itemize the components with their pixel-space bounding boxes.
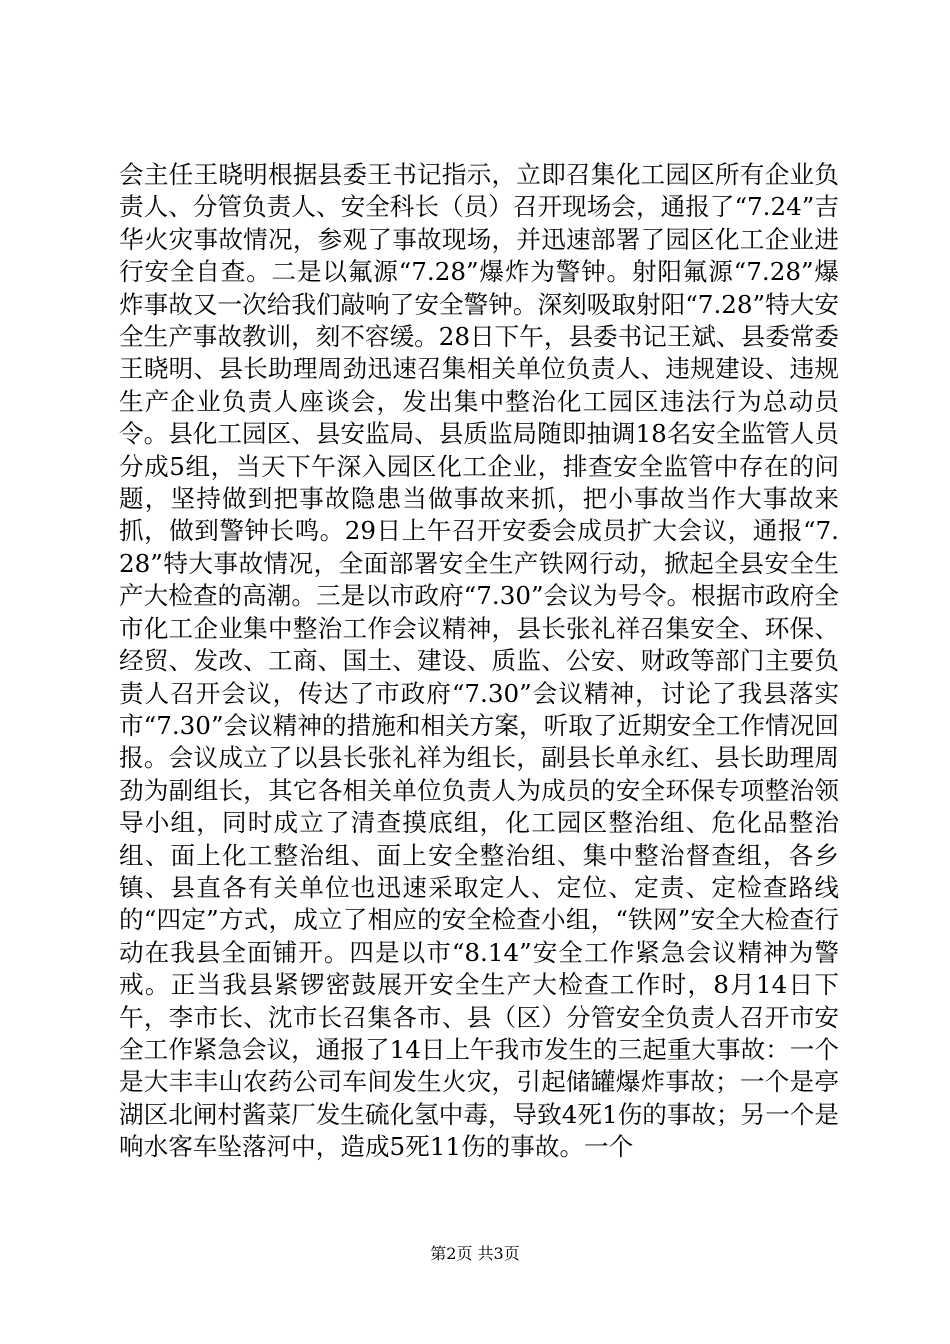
page-footer: 第2页 共3页 [430, 1244, 520, 1263]
body-paragraph: 会主任王晓明根据县委王书记指示，立即召集化工园区所有企业负责人、分管负责人、安全科长（员）召开现场会，通报了“7.24”吉华火灾事故情况，参观了事故现场，并迅速部署了园区化工企业进行安全自查。二是以氟源“7.28”爆炸为警钟。射阳氟源“7.28”爆炸事故又一次给我们敲响了安全警钟。深刻吸取射阳“7.28”特大安全生产事故教训，刻不容缓。28日下午，县委书记王斌、县委常委王晓明、县长助理周劲迅速召集相关单位负责人、违规建设、违规生产企业负责人座谈会，发出集中整治化工园区违法行为总动员令。县化工园区、县安监局、县质监局随即抽调18名安全监管人员分成5组，当天下午深入园区化工企业，排查安全监管中存在的问题，坚持做到把事故隐患当做事故来抓，把小事故当作大事故来抓，做到警钟长鸣。29日上午召开安委会成员扩大会议，通报“7.28”特大事故情况，全面部署安全生产铁网行动，掀起全县安全生产大检查的高潮。三是以市政府“7.30”会议为号令。根据市政府全市化工企业集中整治工作会议精神，县长张礼祥召集安全、环保、经贸、发改、工商、国土、建设、质监、公安、财政等部门主要负责人召开会议，传达了市政府“7.30”会议精神，讨论了我县落实市“7.30”会议精神的措施和相关方案，听取了近期安全工作情况回报。会议成立了以县长张礼祥为组长，副县长单永红、县长助理周劲为副组长，其它各相关单位负责人为成员的安全环保专项整治领导小组，同时成立了清查摸底组，化工园区整治组、危化品整治组、面上化工整治组、面上安全整治组、集中整治督查组，各乡镇、县直各有关单位也迅速采取定人、定位、定责、定检查路线的“四定”方式，成立了相应的安全检查小组，“铁网”安全大检查行动在我县全面铺开。四是以市“8.14”安全工作紧急会议精神为警戒。正当我县紧锣密鼓展开安全生产大检查工作时，8月14日下午，李市长、沈市长召集各市、县（区）分管安全负责人召开市安全工作紧急会议，通报了14日上午我市发生的三起重大事故：一个是大丰丰山农药公司车间发生火灾，引起储罐爆炸事故；一个是亭湖区北闸村酱菜厂发生硫化氢中毒，导致4死1伤的事故；另一个是响水客车坠落河中，造成5死11伤的事故。一个 [119, 160, 839, 1162]
